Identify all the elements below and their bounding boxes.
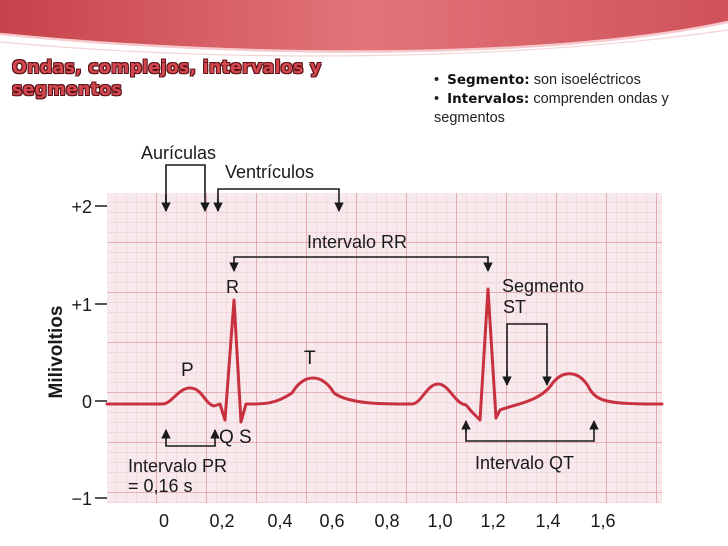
label-intervalo-rr: Intervalo RR [307,232,408,252]
x-tick-label: 1,2 [480,511,506,531]
x-axis [159,511,616,531]
x-tick-label: 1,6 [590,511,616,531]
x-tick-label: 0,2 [209,511,235,531]
y-tick-label: 0 [81,392,92,412]
y-tick-label: +1 [71,295,92,315]
label-r-wave: R [226,277,239,297]
label-t-wave: T [304,348,316,369]
x-tick-label: 0,6 [319,511,345,531]
label-qs: Q S [219,427,252,448]
label-auriculas: Aurículas [141,143,217,163]
slide-title: Ondas, complejos, intervalos y segmentos [12,58,322,100]
y-axis [46,197,107,509]
bullet-term: Intervalos: [447,91,530,107]
label-segmento-st-line2: ST [503,297,527,317]
label-intervalo-pr-value: = 0,16 s [128,476,193,496]
bullet-list [434,71,724,128]
bullet-text: son isoeléctricos [533,72,641,88]
x-tick-label: 1,4 [535,511,561,531]
x-tick-label: 0,4 [267,511,293,531]
label-p-wave: P [181,360,194,381]
ecg-figure [0,125,728,546]
label-intervalo-pr: Intervalo PR [128,456,228,476]
header-banner [0,0,728,60]
bullet-item-intervalos: • Intervalos: comprenden ondas y segmentos [434,91,669,126]
y-axis-label: Milivoltios [46,305,67,399]
bullet-item-segmento: • Segmento: son isoeléctricos [434,72,641,88]
bullet-term: Segmento: [447,72,530,88]
label-segmento-st-line1: Segmento [502,276,585,296]
x-tick-label: 0,8 [374,511,400,531]
label-ventriculos: Ventrículos [225,162,315,182]
x-tick-label: 1,0 [427,511,453,531]
y-tick-label: +2 [71,197,92,217]
x-tick-label: 0 [158,511,170,531]
y-tick-label: −1 [71,489,92,509]
bullet-text: comprenden ondas y segmentos [434,91,669,126]
label-intervalo-qt: Intervalo QT [475,453,575,473]
